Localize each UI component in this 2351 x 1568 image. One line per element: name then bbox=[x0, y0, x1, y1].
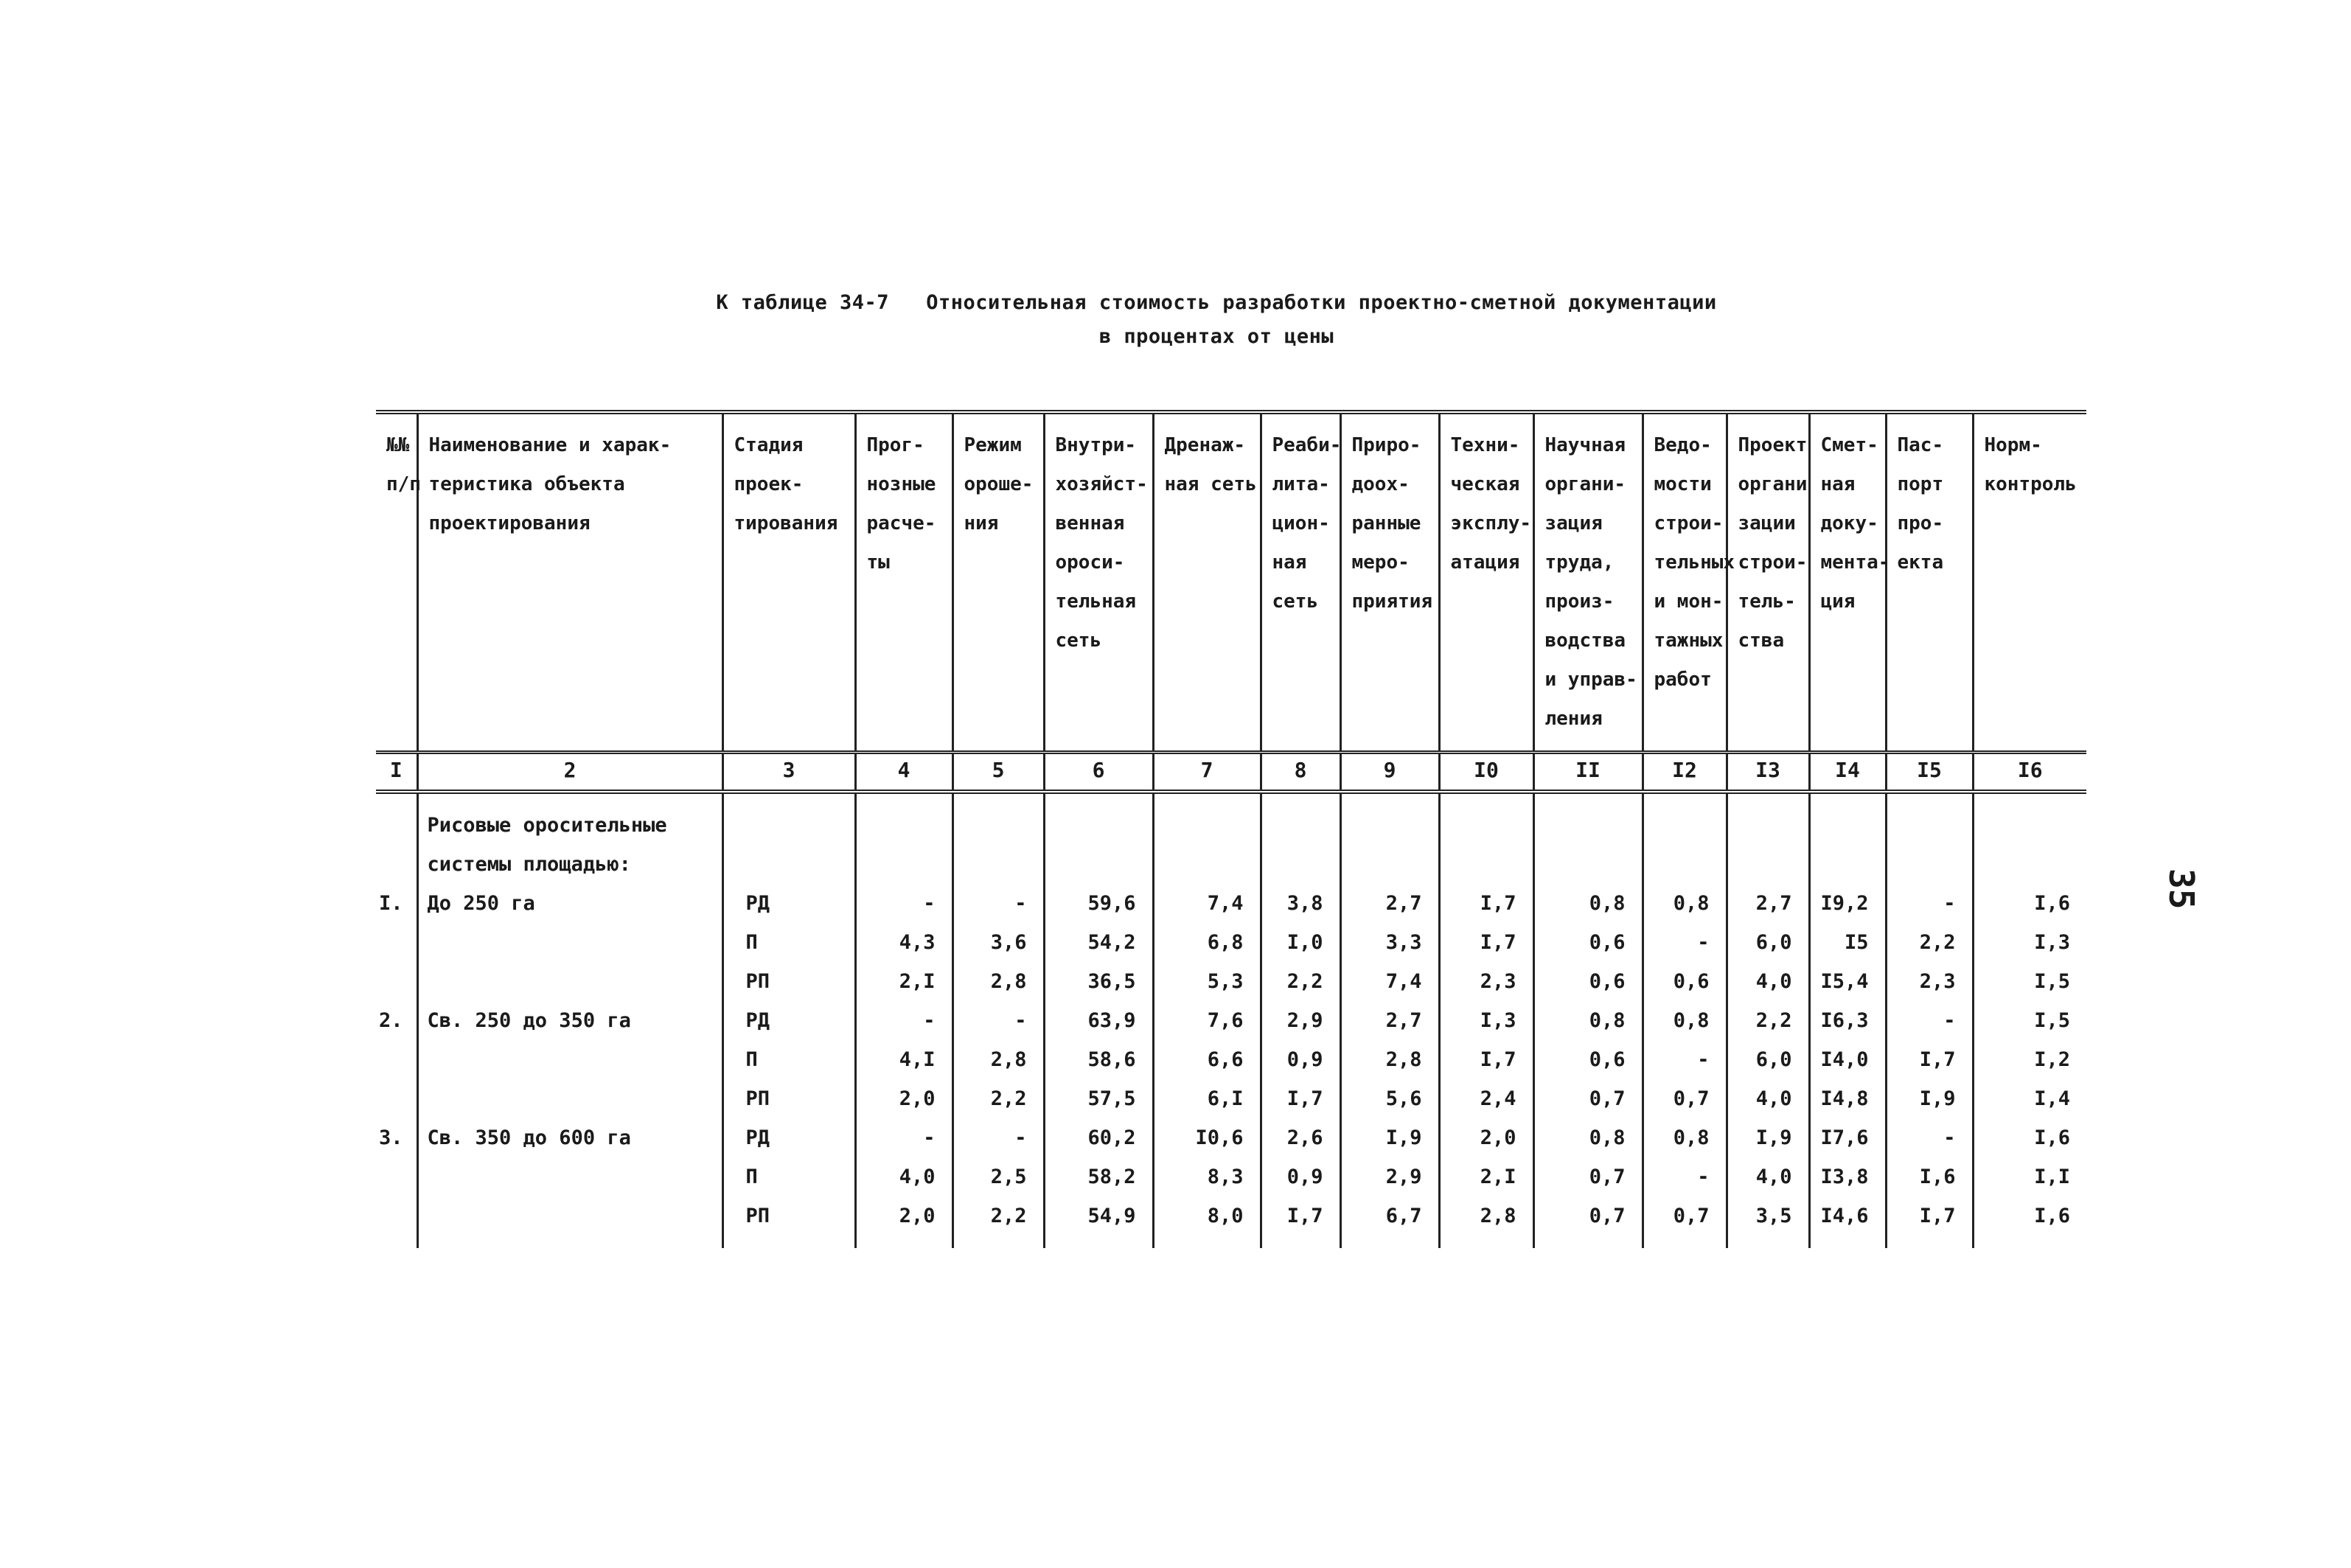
header-text-line: ческая bbox=[1450, 473, 1520, 495]
value-cell: 8,3 bbox=[1153, 1157, 1261, 1196]
value-cell: 57,5 bbox=[1044, 1079, 1153, 1118]
value-cell: 5,3 bbox=[1153, 962, 1261, 1001]
header-text-line: Пас- bbox=[1897, 434, 1944, 456]
stage-cell: РП bbox=[722, 1196, 855, 1248]
value-cell: I,6 bbox=[1973, 884, 2086, 923]
header-text-line: ты bbox=[866, 551, 890, 574]
value-cell: 4,0 bbox=[1727, 1079, 1809, 1118]
value-cell: 2,9 bbox=[1340, 1157, 1439, 1196]
column-number-cell: I6 bbox=[1973, 753, 2086, 792]
header-text-line: тельных bbox=[1654, 551, 1735, 574]
row-index-cell bbox=[376, 1079, 417, 1118]
value-cell: 3,5 bbox=[1727, 1196, 1809, 1248]
value-cell: - bbox=[952, 884, 1044, 923]
value-cell: I,6 bbox=[1886, 1157, 1973, 1196]
object-name-cell bbox=[417, 1079, 722, 1118]
header-text-line: Внутри- bbox=[1055, 434, 1137, 456]
value-cell: - bbox=[1886, 1118, 1973, 1157]
value-cell: 2,8 bbox=[1439, 1196, 1533, 1248]
header-text-line: ороси- bbox=[1055, 551, 1125, 574]
value-cell bbox=[1643, 792, 1727, 845]
value-cell: 54,2 bbox=[1044, 923, 1153, 962]
value-cell: I,0 bbox=[1261, 923, 1340, 962]
row-index-cell bbox=[376, 962, 417, 1001]
header-text-line: ная bbox=[1820, 473, 1856, 495]
header-text-line: проек- bbox=[734, 473, 804, 495]
value-cell bbox=[1973, 792, 2086, 845]
value-cell: I4,8 bbox=[1809, 1079, 1886, 1118]
object-name-cell: Св. 250 до 350 га bbox=[417, 1001, 722, 1040]
header-text-line: приятия bbox=[1351, 590, 1433, 613]
stage-cell bbox=[722, 792, 855, 845]
value-cell: 36,5 bbox=[1044, 962, 1153, 1001]
value-cell: - bbox=[855, 1001, 952, 1040]
header-cell bbox=[722, 412, 855, 753]
stage-cell: П bbox=[722, 923, 855, 962]
value-cell: - bbox=[855, 1118, 952, 1157]
row-index-cell bbox=[376, 845, 417, 884]
header-text-line: произ- bbox=[1544, 590, 1615, 613]
column-number-cell: I0 bbox=[1439, 753, 1533, 792]
table-row bbox=[376, 1196, 2086, 1248]
row-index-cell bbox=[376, 792, 417, 845]
header-text-line: ранные bbox=[1351, 512, 1421, 534]
header-text-line: зация bbox=[1544, 512, 1603, 534]
value-cell: 2,2 bbox=[1727, 1001, 1809, 1040]
header-text-line: Научная bbox=[1544, 434, 1626, 456]
value-cell: 0,7 bbox=[1533, 1196, 1643, 1248]
table-row bbox=[376, 1157, 2086, 1196]
value-cell: 2,8 bbox=[952, 1040, 1044, 1079]
cost-table-container bbox=[376, 410, 2086, 1248]
value-cell: 3,6 bbox=[952, 923, 1044, 962]
value-cell bbox=[855, 845, 952, 884]
stage-cell bbox=[722, 845, 855, 884]
value-cell: 0,7 bbox=[1643, 1196, 1727, 1248]
value-cell: I,6 bbox=[1973, 1118, 2086, 1157]
value-cell: I,5 bbox=[1973, 962, 2086, 1001]
value-cell: 7,4 bbox=[1153, 884, 1261, 923]
row-index-cell: 3. bbox=[379, 1126, 403, 1149]
header-text-line: ства bbox=[1738, 630, 1785, 652]
value-cell: 2,5 bbox=[952, 1157, 1044, 1196]
header-text-line: органи- bbox=[1544, 473, 1626, 495]
value-cell bbox=[1153, 845, 1261, 884]
header-text-line: Режим bbox=[964, 434, 1022, 456]
row-index-cell bbox=[376, 923, 417, 962]
value-cell: 2,4 bbox=[1439, 1079, 1533, 1118]
value-cell: 59,6 bbox=[1044, 884, 1153, 923]
value-cell bbox=[1533, 792, 1643, 845]
value-cell: I,7 bbox=[1439, 1040, 1533, 1079]
header-text-line: ороше- bbox=[964, 473, 1034, 495]
header-row bbox=[376, 412, 2086, 753]
value-cell: 2,I bbox=[1439, 1157, 1533, 1196]
value-cell bbox=[1340, 845, 1439, 884]
row-index-cell: I. bbox=[379, 892, 403, 915]
value-cell: 2,3 bbox=[1439, 962, 1533, 1001]
value-cell: 0,8 bbox=[1643, 884, 1727, 923]
value-cell: I9,2 bbox=[1809, 884, 1886, 923]
header-text-line: строи- bbox=[1738, 551, 1808, 574]
value-cell: 2,7 bbox=[1727, 884, 1809, 923]
header-text-line: тирования bbox=[734, 512, 838, 534]
object-name-cell bbox=[417, 1040, 722, 1079]
value-cell bbox=[1261, 845, 1340, 884]
value-cell: I6,3 bbox=[1809, 1001, 1886, 1040]
table-title bbox=[0, 286, 2351, 354]
value-cell: I4,0 bbox=[1809, 1040, 1886, 1079]
header-text-line: ления bbox=[1544, 708, 1603, 730]
header-text-line: нозные bbox=[866, 473, 936, 495]
value-cell: I,9 bbox=[1340, 1118, 1439, 1157]
value-cell: I,3 bbox=[1439, 1001, 1533, 1040]
header-text-line: ция bbox=[1820, 590, 1856, 613]
value-cell bbox=[1886, 845, 1973, 884]
column-number-cell: 8 bbox=[1261, 753, 1340, 792]
object-name-cell bbox=[417, 1196, 722, 1248]
value-cell: 3,8 bbox=[1261, 884, 1340, 923]
value-cell: I,7 bbox=[1439, 923, 1533, 962]
value-cell bbox=[952, 845, 1044, 884]
header-cell bbox=[855, 412, 952, 753]
value-cell: 0,8 bbox=[1533, 1118, 1643, 1157]
header-text-line: расче- bbox=[866, 512, 936, 534]
column-number-cell: II bbox=[1533, 753, 1643, 792]
header-text-line: тельная bbox=[1055, 590, 1137, 613]
header-text-line: порт bbox=[1897, 473, 1944, 495]
header-text-line: контроль bbox=[1984, 473, 2077, 495]
header-text-line: сеть bbox=[1272, 590, 1319, 613]
header-text-line: Проект bbox=[1738, 434, 1808, 456]
column-number-row bbox=[376, 753, 2086, 792]
column-number-cell: 6 bbox=[1044, 753, 1153, 792]
value-cell: 5,6 bbox=[1340, 1079, 1439, 1118]
header-cell bbox=[1533, 412, 1643, 753]
value-cell: 2,6 bbox=[1261, 1118, 1340, 1157]
stage-cell: РП bbox=[722, 962, 855, 1001]
value-cell bbox=[1809, 792, 1886, 845]
value-cell bbox=[952, 792, 1044, 845]
header-text-line: п/п bbox=[386, 473, 421, 495]
value-cell: 0,9 bbox=[1261, 1040, 1340, 1079]
value-cell bbox=[1727, 845, 1809, 884]
value-cell bbox=[1439, 792, 1533, 845]
value-cell: 54,9 bbox=[1044, 1196, 1153, 1248]
value-cell: 2,9 bbox=[1261, 1001, 1340, 1040]
value-cell: 2,8 bbox=[1340, 1040, 1439, 1079]
value-cell: 3,3 bbox=[1340, 923, 1439, 962]
value-cell: 2,2 bbox=[952, 1079, 1044, 1118]
header-text-line: мости bbox=[1654, 473, 1712, 495]
value-cell: - bbox=[855, 884, 952, 923]
value-cell bbox=[1261, 792, 1340, 845]
table-row bbox=[376, 1118, 2086, 1157]
header-text-line: Прог- bbox=[866, 434, 924, 456]
table-row bbox=[376, 962, 2086, 1001]
value-cell: I,2 bbox=[1973, 1040, 2086, 1079]
header-text-line: труда, bbox=[1544, 551, 1615, 574]
header-text-line: Наименование и харак- bbox=[428, 434, 672, 456]
header-cell bbox=[1044, 412, 1153, 753]
object-name-cell: Рисовые оросительные bbox=[417, 792, 722, 845]
value-cell: - bbox=[1643, 923, 1727, 962]
table-row bbox=[376, 1040, 2086, 1079]
value-cell: I,4 bbox=[1973, 1079, 2086, 1118]
stage-cell: РД bbox=[722, 884, 855, 923]
value-cell: 0,7 bbox=[1533, 1157, 1643, 1196]
value-cell bbox=[855, 792, 952, 845]
header-text-line: Норм- bbox=[1984, 434, 2042, 456]
value-cell: - bbox=[952, 1001, 1044, 1040]
value-cell: 2,3 bbox=[1886, 962, 1973, 1001]
value-cell: 4,0 bbox=[1727, 962, 1809, 1001]
header-text-line: Стадия bbox=[734, 434, 804, 456]
value-cell: 0,9 bbox=[1261, 1157, 1340, 1196]
header-cell bbox=[417, 412, 722, 753]
header-cell bbox=[376, 412, 421, 753]
value-cell: 4,3 bbox=[855, 923, 952, 962]
header-text-line: Приро- bbox=[1351, 434, 1421, 456]
value-cell bbox=[1727, 792, 1809, 845]
table-row bbox=[376, 792, 2086, 845]
object-name-cell bbox=[417, 1157, 722, 1196]
value-cell: 0,8 bbox=[1643, 1118, 1727, 1157]
value-cell: 0,8 bbox=[1533, 1001, 1643, 1040]
cost-table bbox=[376, 410, 2086, 1248]
value-cell: 58,6 bbox=[1044, 1040, 1153, 1079]
row-index-cell bbox=[376, 1040, 417, 1079]
header-cell bbox=[1727, 412, 1809, 753]
value-cell bbox=[1973, 845, 2086, 884]
title-line-1: К таблице 34-7 Относительная стоимость разработки проектно-сметной документации bbox=[716, 291, 1717, 314]
value-cell: I,6 bbox=[1973, 1196, 2086, 1248]
value-cell: I7,6 bbox=[1809, 1118, 1886, 1157]
value-cell: 2,2 bbox=[1261, 962, 1340, 1001]
header-text-line: меро- bbox=[1351, 551, 1410, 574]
table-row bbox=[376, 884, 2086, 923]
value-cell: 63,9 bbox=[1044, 1001, 1153, 1040]
value-cell bbox=[1044, 845, 1153, 884]
value-cell bbox=[1153, 792, 1261, 845]
column-number-cell: I4 bbox=[1809, 753, 1886, 792]
value-cell: I3,8 bbox=[1809, 1157, 1886, 1196]
row-index-cell bbox=[376, 1196, 417, 1248]
header-text-line: ная bbox=[1272, 551, 1307, 574]
object-name-cell bbox=[417, 923, 722, 962]
value-cell: 0,7 bbox=[1643, 1079, 1727, 1118]
header-cell bbox=[1261, 412, 1340, 753]
header-text-line: сеть bbox=[1055, 630, 1102, 652]
value-cell: 7,4 bbox=[1340, 962, 1439, 1001]
header-cell bbox=[1643, 412, 1735, 753]
value-cell: - bbox=[1643, 1040, 1727, 1079]
value-cell: I,3 bbox=[1973, 923, 2086, 962]
header-text-line: эксплу- bbox=[1450, 512, 1532, 534]
value-cell: I,5 bbox=[1973, 1001, 2086, 1040]
stage-cell: РД bbox=[722, 1118, 855, 1157]
stage-cell: РД bbox=[722, 1001, 855, 1040]
header-cell bbox=[1973, 412, 2086, 753]
value-cell: I,7 bbox=[1886, 1196, 1973, 1248]
header-text-line: доох- bbox=[1351, 473, 1410, 495]
value-cell: 2,0 bbox=[855, 1196, 952, 1248]
stage-cell: РП bbox=[722, 1079, 855, 1118]
value-cell: 0,6 bbox=[1533, 1040, 1643, 1079]
value-cell: 2,0 bbox=[855, 1079, 952, 1118]
value-cell: 4,0 bbox=[855, 1157, 952, 1196]
value-cell: I4,6 bbox=[1809, 1196, 1886, 1248]
value-cell: 2,2 bbox=[952, 1196, 1044, 1248]
value-cell: 4,0 bbox=[1727, 1157, 1809, 1196]
column-number-cell: I5 bbox=[1886, 753, 1973, 792]
header-text-line: мента- bbox=[1820, 551, 1890, 574]
header-text-line: водства bbox=[1544, 630, 1626, 652]
object-name-cell: До 250 га bbox=[417, 884, 722, 923]
value-cell: - bbox=[1886, 884, 1973, 923]
header-text-line: работ bbox=[1654, 669, 1712, 691]
value-cell: 2,7 bbox=[1340, 884, 1439, 923]
value-cell: 0,8 bbox=[1533, 884, 1643, 923]
row-index-cell bbox=[376, 1157, 417, 1196]
header-text-line: венная bbox=[1055, 512, 1125, 534]
header-text-line: Ведо- bbox=[1654, 434, 1712, 456]
column-number-cell: I2 bbox=[1643, 753, 1727, 792]
header-text-line: цион- bbox=[1272, 512, 1330, 534]
value-cell: 0,6 bbox=[1533, 923, 1643, 962]
header-text-line: органи bbox=[1738, 473, 1808, 495]
column-number-cell: 4 bbox=[855, 753, 952, 792]
value-cell: 0,6 bbox=[1533, 962, 1643, 1001]
value-cell: 6,I bbox=[1153, 1079, 1261, 1118]
title-line-2: в процентах от цены bbox=[1098, 325, 1334, 348]
header-text-line: Смет- bbox=[1820, 434, 1878, 456]
table-row bbox=[376, 1079, 2086, 1118]
header-text-line: про- bbox=[1897, 512, 1944, 534]
value-cell: 0,7 bbox=[1533, 1079, 1643, 1118]
header-text-line: Реаби- bbox=[1272, 434, 1342, 456]
header-text-line: теристика объекта bbox=[428, 473, 625, 495]
page-number: 35 bbox=[2162, 868, 2201, 910]
value-cell: - bbox=[952, 1118, 1044, 1157]
value-cell: 6,8 bbox=[1153, 923, 1261, 962]
header-text-line: екта bbox=[1897, 551, 1944, 574]
column-number-cell: 3 bbox=[722, 753, 855, 792]
value-cell: 2,7 bbox=[1340, 1001, 1439, 1040]
header-cell bbox=[1886, 412, 1973, 753]
table-row bbox=[376, 845, 2086, 884]
row-index-cell: 2. bbox=[379, 1009, 403, 1032]
header-text-line: тель- bbox=[1738, 590, 1796, 613]
value-cell: 7,6 bbox=[1153, 1001, 1261, 1040]
value-cell: I,I bbox=[1973, 1157, 2086, 1196]
object-name-cell: Св. 350 до 600 га bbox=[417, 1118, 722, 1157]
value-cell: 2,2 bbox=[1886, 923, 1973, 962]
header-text-line: лита- bbox=[1272, 473, 1330, 495]
header-text-line: проектирования bbox=[428, 512, 591, 534]
value-cell: 6,0 bbox=[1727, 1040, 1809, 1079]
column-number-cell: 5 bbox=[952, 753, 1044, 792]
header-cell bbox=[1439, 412, 1533, 753]
stage-cell: П bbox=[722, 1040, 855, 1079]
value-cell: 2,0 bbox=[1439, 1118, 1533, 1157]
value-cell bbox=[1340, 792, 1439, 845]
value-cell bbox=[1809, 845, 1886, 884]
value-cell bbox=[1533, 845, 1643, 884]
value-cell: 0,6 bbox=[1643, 962, 1727, 1001]
value-cell: I,7 bbox=[1439, 884, 1533, 923]
column-number-cell: 9 bbox=[1340, 753, 1439, 792]
header-text-line: хозяйст- bbox=[1055, 473, 1148, 495]
header-text-line: Дренаж- bbox=[1164, 434, 1246, 456]
header-text-line: атация bbox=[1450, 551, 1520, 574]
object-name-cell: системы площадью: bbox=[417, 845, 722, 884]
header-text-line: строи- bbox=[1654, 512, 1724, 534]
value-cell: - bbox=[1886, 1001, 1973, 1040]
value-cell: 0,8 bbox=[1643, 1001, 1727, 1040]
table-row bbox=[376, 1001, 2086, 1040]
value-cell bbox=[1886, 792, 1973, 845]
value-cell bbox=[1643, 845, 1727, 884]
header-cell bbox=[1809, 412, 1890, 753]
header-text-line: №№ bbox=[386, 434, 410, 456]
value-cell: - bbox=[1643, 1157, 1727, 1196]
table-row bbox=[376, 923, 2086, 962]
column-number-cell: 2 bbox=[417, 753, 722, 792]
value-cell: 58,2 bbox=[1044, 1157, 1153, 1196]
header-text-line: доку- bbox=[1820, 512, 1878, 534]
value-cell: 6,0 bbox=[1727, 923, 1809, 962]
value-cell: I,7 bbox=[1261, 1196, 1340, 1248]
header-cell bbox=[1340, 412, 1439, 753]
header-text-line: ния bbox=[964, 512, 999, 534]
column-number-cell: 7 bbox=[1153, 753, 1261, 792]
value-cell: I,9 bbox=[1727, 1118, 1809, 1157]
value-cell: 8,0 bbox=[1153, 1196, 1261, 1248]
value-cell bbox=[1044, 792, 1153, 845]
value-cell bbox=[1439, 845, 1533, 884]
table-body bbox=[376, 792, 2086, 1248]
column-number-cell: I bbox=[376, 753, 417, 792]
header-text-line: зации bbox=[1738, 512, 1796, 534]
header-cell bbox=[952, 412, 1044, 753]
object-name-cell bbox=[417, 962, 722, 1001]
header-text-line: тажных bbox=[1654, 630, 1724, 652]
value-cell: 60,2 bbox=[1044, 1118, 1153, 1157]
value-cell: 2,I bbox=[855, 962, 952, 1001]
value-cell: 2,8 bbox=[952, 962, 1044, 1001]
stage-cell: П bbox=[722, 1157, 855, 1196]
value-cell: I,7 bbox=[1886, 1040, 1973, 1079]
value-cell: I0,6 bbox=[1153, 1118, 1261, 1157]
value-cell: I,9 bbox=[1886, 1079, 1973, 1118]
header-text-line: и управ- bbox=[1544, 669, 1637, 691]
header-text-line: ная сеть bbox=[1164, 473, 1257, 495]
column-number-cell: I3 bbox=[1727, 753, 1809, 792]
value-cell: I,7 bbox=[1261, 1079, 1340, 1118]
value-cell: 4,I bbox=[855, 1040, 952, 1079]
header-text-line: Техни- bbox=[1450, 434, 1520, 456]
value-cell: 6,7 bbox=[1340, 1196, 1439, 1248]
value-cell: I5,4 bbox=[1809, 962, 1886, 1001]
value-cell: I5 bbox=[1809, 923, 1886, 962]
value-cell: 6,6 bbox=[1153, 1040, 1261, 1079]
header-text-line: и мон- bbox=[1654, 590, 1724, 613]
header-cell bbox=[1153, 412, 1261, 753]
